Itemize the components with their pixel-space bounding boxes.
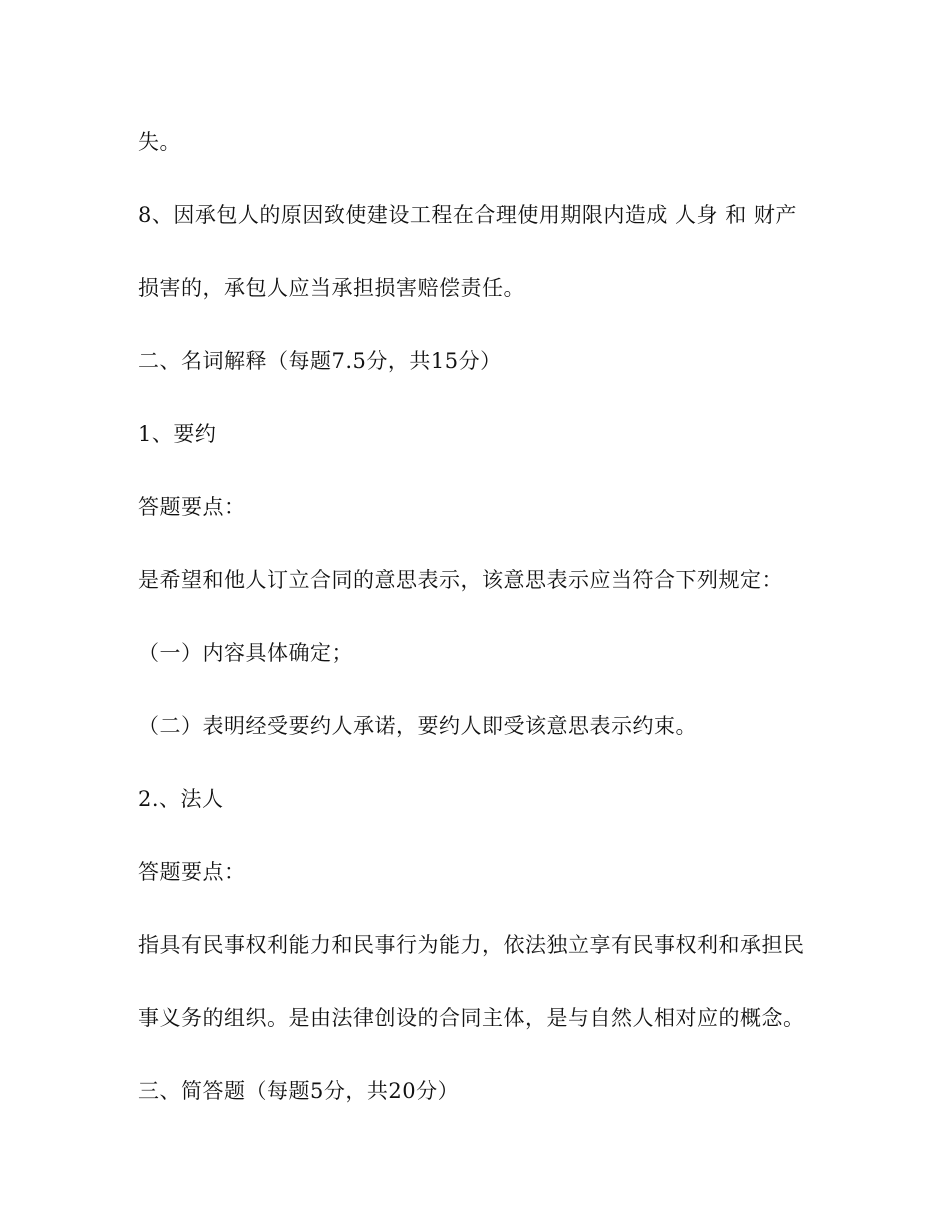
answer-subpoint-1: （一）内容具体确定；	[138, 641, 353, 665]
text-line-continuation: 失。	[138, 130, 181, 154]
answer-text: 指具有民事权利能力和民事行为能力，依法独立享有民事权利和承担民	[138, 933, 805, 957]
answer-subpoint-2: （二）表明经受要约人承诺，要约人即受该意思表示约束。	[138, 714, 697, 738]
text-line-item-8: 8、因承包人的原因致使建设工程在合理使用期限内造成 人身 和 财产	[138, 203, 797, 227]
answer-label: 答题要点：	[138, 860, 246, 884]
term-heading-legal-person: 2.、法人	[138, 787, 224, 811]
text-line-item-8-continued: 损害的，承包人应当承担损害赔偿责任。	[138, 276, 525, 300]
answer-text: 是希望和他人订立合同的意思表示，该意思表示应当符合下列规定：	[138, 568, 783, 592]
section-heading-definitions: 二、名词解释（每题7.5分，共15分）	[138, 349, 502, 373]
answer-text-continued: 事义务的组织。是由法律创设的合同主体，是与自然人相对应的概念。	[138, 1006, 805, 1030]
answer-label: 答题要点：	[138, 495, 246, 519]
section-heading-short-answer: 三、简答题（每题5分，共20分）	[138, 1079, 460, 1103]
term-heading-offer: 1、要约	[138, 422, 217, 446]
